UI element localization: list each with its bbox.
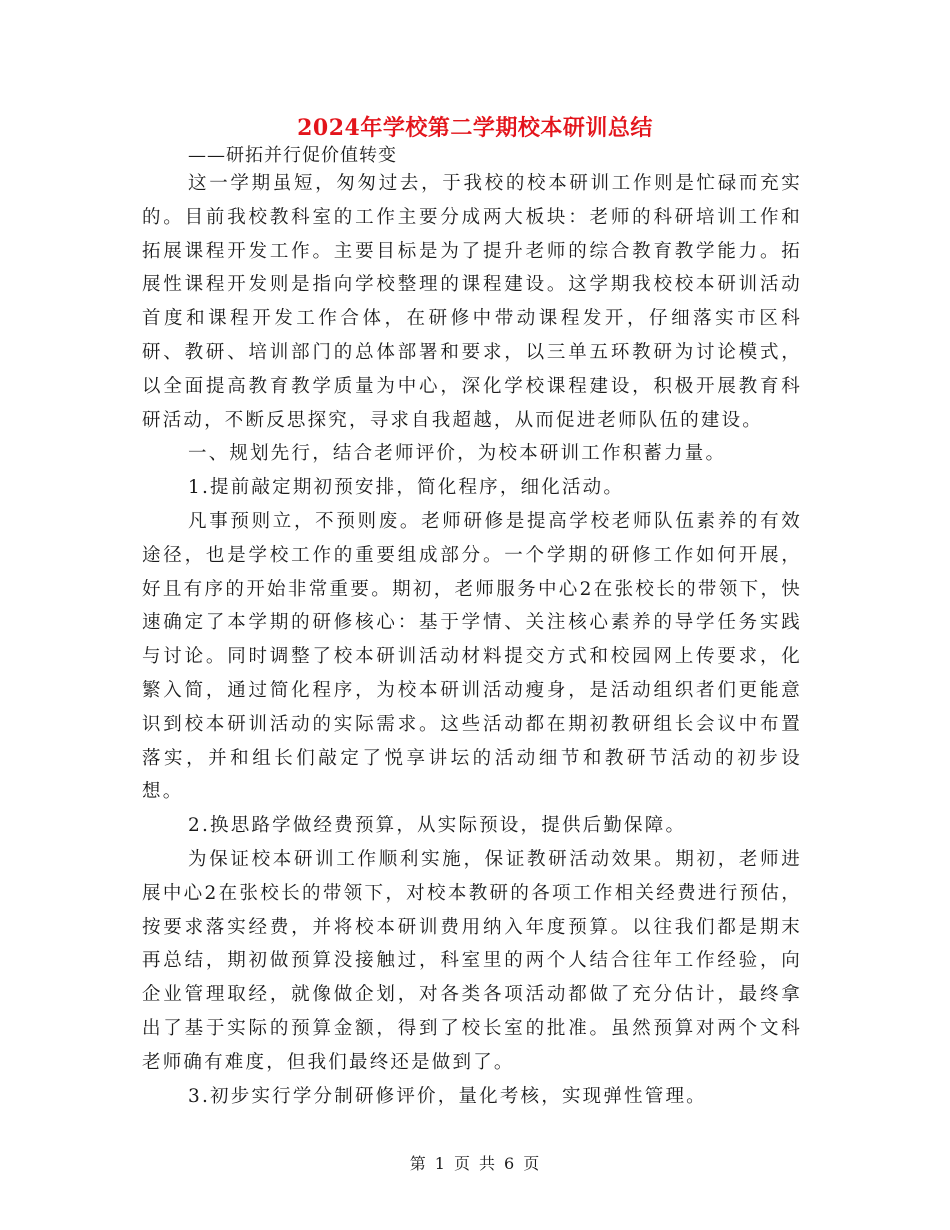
document-body (142, 167, 802, 1113)
section-heading-1: 一、规划先行，结合老师评价，为校本研训工作积蓄力量。 (188, 443, 727, 465)
page-total: 6 (504, 1154, 516, 1173)
subheading-1-1: 1.提前敲定期初预安排，简化程序，细化活动。 (188, 477, 625, 499)
page-footer (0, 1152, 950, 1176)
subheading-1-3: 3.初步实行学分制研修评价，量化考核，实现弹性管理。 (188, 1085, 707, 1107)
total-unit: 页 (523, 1154, 541, 1173)
document-title: 2024年学校第二学期校本研训总结 (297, 115, 653, 141)
total-label: 共 (479, 1154, 497, 1173)
page-unit: 页 (453, 1154, 471, 1173)
document-subtitle: ——研拓并行促价值转变 (188, 145, 397, 166)
subheading-1-2: 2.换思路学做经费预算，从实际预设，提供后勤保障。 (188, 815, 687, 837)
paragraph-intro: 这一学期虽短，匆匆过去，于我校的校本研训工作则是忙碌而充实的。目前我校教科室的工作主要分成两大板块：老师的科研培训工作和拓展课程开发工作。主要目标是为了提升老师的综合教育教学能力。拓展性课程开发则是指向学校整理的课程建设。这学期我校校本研训活动首度和课程开发工作合体，在研修中带动课程发开，仔细落实市区科研、教研、培训部门的总体部署和要求，以三单五环教研为讨论模式，以全面提高教育教学质量为中心，深化学校课程建设，积极开展教育科研活动，不断反思探究，寻求自我超越，从而促进老师队伍的建设。 (142, 173, 802, 431)
paragraph-budget: 为保证校本研训工作顺利实施，保证教研活动效果。期初，老师进展中心2在张校长的带领下，对校本教研的各项工作相关经费进行预估，按要求落实经费，并将校本研训费用纳入年度预算。以往我们都是期末再总结，期初做预算没接触过，科室里的两个人结合往年工作经验，向企业管理取经，就像做企划，对各类各项活动都做了充分估计，最终拿出了基于实际的预算金额，得到了校长室的批准。虽然预算对两个文科老师确有难度，但我们最终还是做到了。 (142, 848, 802, 1073)
page-label: 第 (409, 1154, 427, 1173)
paragraph-planning: 凡事预则立，不预则废。老师研修是提高学校老师队伍素养的有效途径，也是学校工作的重要组成部分。一个学期的研修工作如何开展，好且有序的开始非常重要。期初，老师服务中心2在张校长的带领下，快速确定了本学期的研修核心：基于学情、关注核心素养的导学任务实践与讨论。同时调整了校本研训活动材料提交方式和校园网上传要求，化繁入简，通过简化程序，为校本研训活动瘦身，是活动组织者们更能意识到校本研训活动的实际需求。这些活动都在期初教研组长会议中布置落实，并和组长们敲定了悦享讲坛的活动细节和教研节活动的初步设想。 (142, 510, 802, 803)
page-number: 1 (434, 1154, 446, 1173)
